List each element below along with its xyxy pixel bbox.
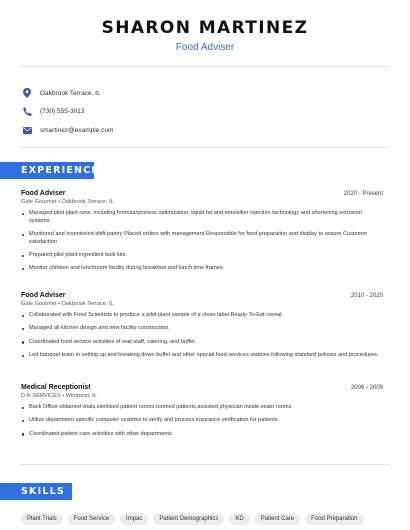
experience-heading: EXPERIENCE bbox=[0, 162, 94, 179]
job-bullet: Coordinated food service activities of wait staff, catering, and buffet. bbox=[21, 339, 383, 347]
job-bullet: Back Office-obtained vitals,sterilized patient rooms,roomed patients,assisted physician inside exam rooms. bbox=[21, 404, 383, 412]
job-dates: 2006 - 2009 bbox=[350, 385, 383, 391]
experience-divider bbox=[20, 464, 390, 465]
candidate-name: SHARON MARTINEZ bbox=[101, 18, 309, 38]
job-dates: 2010 - 2020 bbox=[350, 293, 383, 299]
job-company: D-R SERVICES • Wimpson, IL bbox=[21, 393, 97, 399]
job-bullet: Monitored and inventoried shift pantry Placed orders with management Responsible for food preparation and display to assure Customer satisfaction bbox=[21, 231, 383, 246]
job-entry bbox=[21, 384, 383, 444]
skill-chip: KD bbox=[229, 513, 249, 525]
contact-phone bbox=[22, 103, 113, 121]
job-bullets bbox=[21, 404, 383, 438]
location-pin-icon bbox=[22, 88, 32, 98]
job-bullet: Utilize department specific computer systems to verify and process insurance verification for patients. bbox=[21, 417, 383, 425]
email-icon bbox=[22, 125, 32, 135]
job-bullet: Managed pilot plant runs, including formula/process optimization, liquid fat and emulsifier injection technology and shortening extrusion systems. bbox=[21, 210, 383, 225]
resume-header bbox=[0, 18, 410, 53]
job-entry bbox=[21, 190, 383, 279]
contact-email-text[interactable]: smartinez@example.com bbox=[40, 126, 114, 134]
header-divider bbox=[20, 66, 390, 67]
job-entry bbox=[21, 292, 383, 366]
job-bullet: Managed all kitchen design and new facility construction. bbox=[21, 325, 383, 333]
contact-phone-text: (730) 555-3013 bbox=[40, 108, 85, 115]
skills-heading: SKILLS bbox=[0, 483, 72, 500]
job-bullet: Monitor children and lunchroom facility during breakfast and lunch time frames. bbox=[21, 265, 383, 273]
job-title: Food Adviser bbox=[21, 190, 66, 197]
skill-chip: Food Preparation bbox=[305, 513, 363, 525]
contact-divider bbox=[20, 147, 390, 148]
skill-chip: Plant Trials bbox=[21, 513, 63, 525]
candidate-role: Food Adviser bbox=[175, 42, 235, 53]
job-bullet: Prepared pilot plant ingredient bulk kits. bbox=[21, 252, 383, 260]
job-bullet: Led banquet team in setting up and breaking down buffet and other special food services stations following standard policies and procedures. bbox=[21, 352, 383, 360]
job-company: Gate Gourmet • Oakbrook Terrace, IL bbox=[21, 301, 114, 307]
contact-email[interactable] bbox=[22, 121, 113, 139]
skill-chip: Patient Care bbox=[255, 513, 300, 525]
skill-chip: Impac bbox=[120, 513, 148, 525]
phone-icon bbox=[22, 107, 32, 117]
contact-location bbox=[22, 84, 113, 102]
job-bullet: Coordinated patient care activities with other departments. bbox=[21, 431, 383, 439]
contact-location-text: Oakbrook Terrace, IL bbox=[40, 89, 101, 97]
contact-list bbox=[22, 84, 113, 140]
skills-list bbox=[21, 513, 364, 525]
skill-chip: Patient Demographics bbox=[153, 513, 224, 525]
job-bullets bbox=[21, 312, 383, 360]
skill-chip: Food Service bbox=[68, 513, 115, 525]
job-bullets bbox=[21, 210, 383, 273]
job-title: Medical Receptionist bbox=[21, 384, 91, 391]
job-company: Gate Gourmet • Oakbrook Terrace, IL bbox=[21, 199, 114, 205]
job-bullet: Collaborated with Food Scientists to produce a pilot plant sample of a clean label Ready-To-Eat cereal. bbox=[21, 312, 383, 320]
job-title: Food Adviser bbox=[21, 292, 66, 299]
job-dates: 2020 - Present bbox=[343, 191, 383, 197]
